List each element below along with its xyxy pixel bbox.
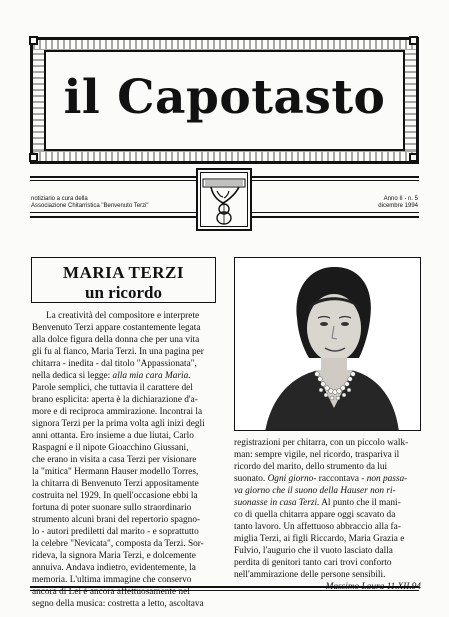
text-segment: Al punto che il mani-: [319, 498, 401, 508]
text-line: ancora di Lei è ancora affettuosamente nel: [32, 587, 190, 597]
text-line: ricordo del marito, dello strumento da lui: [234, 462, 388, 472]
quote-text: Ogni giorno: [267, 474, 314, 484]
woman-portrait-photo: [234, 257, 421, 431]
text-line: [234, 473, 421, 485]
footer-rule: [30, 586, 419, 588]
text-line: la "mitica" Hermann Hauser modello Torres,: [32, 467, 199, 477]
text-line: nell'ammirazione delle persone sensibili.: [234, 570, 386, 580]
text-line: anni ottanta. Ero insieme a due liutai, Carlo: [32, 431, 194, 441]
publisher-line: Associazione Chitarristica "Benvenuto Terzi": [31, 203, 149, 209]
article-title: MARIA TERZI: [63, 263, 184, 282]
corner-ornament: [29, 153, 38, 162]
text-segment: nella dedica si legge:: [32, 371, 113, 381]
text-line: fortuna di poter suonare sullo straordinario: [32, 503, 192, 513]
issue-date: dicembre 1994: [378, 203, 418, 209]
text-line: che erano in visita a casa Terzi per visionare: [32, 455, 197, 465]
article-right-column: [234, 437, 421, 593]
text-line: gli fu al fianco, Maria Terzi. In una pagina per: [32, 347, 204, 357]
issue-number: Anno II - n. 5: [383, 196, 418, 202]
publisher-info: [31, 196, 149, 210]
text-line: Fulvio, l'augurio che il vuoto lasciato dalla: [234, 546, 393, 556]
text-line: Benvenuto Terzi appare costantemente legata: [32, 323, 201, 333]
guitar-hand-logo-icon: [200, 172, 248, 227]
text-line: memoria. L'ultima immagine che conservo: [32, 575, 192, 585]
text-line: lo - autori prediletti dal marito - e soprattutto: [32, 527, 199, 537]
text-line: signora Terzi per la prima volta agli inizi degli: [32, 419, 205, 429]
text-line: la chitarra di Benvenuto Terzi appositamente: [32, 479, 199, 489]
masthead-title: il Capotasto: [63, 70, 386, 125]
text-line: Raspagni e il nipote Gioacchino Giussani,: [32, 443, 189, 453]
masthead-band-top: [33, 40, 416, 50]
text-line: man: sempre vigile, nel ricordo, traspariva il: [234, 450, 400, 460]
issue-info: [340, 196, 418, 210]
masthead-band-left: [33, 50, 44, 151]
masthead-band-right: [405, 50, 416, 151]
quote-text: va giorno che il suono della Hauser non ri-: [234, 486, 396, 496]
text-line: miglia Terzi, ai figli Riccardo, Maria Grazia e: [234, 534, 405, 544]
text-line: rideva, la signora Maria Terzi, e dolcemente: [32, 551, 196, 561]
quote-text: suonasse in casa Terzi.: [234, 498, 320, 508]
corner-ornament: [29, 36, 38, 45]
text-line: alla dolce figura della donna che per una vita: [32, 335, 200, 345]
dedication-text: alla mia cara Maria.: [112, 371, 191, 381]
text-line: tanto lavoro. Un affettuoso abbraccio alla fa-: [234, 522, 401, 532]
text-line: la celebre "Nevicata", composta da Terzi. Sor-: [32, 539, 204, 549]
text-segment: suonato.: [234, 474, 268, 484]
text-line: [234, 497, 421, 509]
publisher-line: notiziario a cura della: [31, 196, 88, 202]
text-line: more e di reciproca ammirazione. Incontrai la: [32, 407, 203, 417]
corner-ornament: [409, 36, 418, 45]
text-line: annuiva. Andava indietro, evidentemente, la: [32, 563, 196, 573]
text-line: strumento alcuni brani del repertorio spagno-: [32, 515, 201, 525]
text-segment: - raccontava -: [313, 474, 367, 484]
text-line: co di quella chitarra appare oggi scavato da: [234, 510, 396, 520]
text-line: registrazioni per chitarra, con un piccolo walk-: [234, 438, 409, 448]
masthead-band-bottom: [33, 151, 416, 161]
author-signature: Massimo Laura 11.XII.94: [325, 582, 421, 592]
article-heading-box: [31, 257, 216, 303]
footer-rule: [30, 590, 419, 591]
text-line: [32, 370, 217, 382]
text-line: costruita nel 1929. In quell'occasione ebbi la: [32, 491, 198, 501]
text-line: chitarra - inedita - dal titolo "Appassionata",: [32, 359, 197, 369]
article-subtitle: un ricordo: [85, 283, 162, 302]
text-line: brano esplicita: aperta è la dichiarazione d'a-: [32, 395, 198, 405]
text-line: La creatività del compositore e interprete: [46, 311, 200, 321]
text-line: perdita di genitori tanto cari trovi conforto: [234, 558, 392, 568]
quote-text: non passa-: [366, 474, 408, 484]
text-line: Parole semplici, che tuttavia il carattere del: [32, 383, 193, 393]
article-left-column: [32, 310, 217, 610]
text-line: segno della musica: costretta a letto, ascoltava: [32, 599, 204, 609]
text-line: [234, 485, 421, 497]
corner-ornament: [409, 153, 418, 162]
